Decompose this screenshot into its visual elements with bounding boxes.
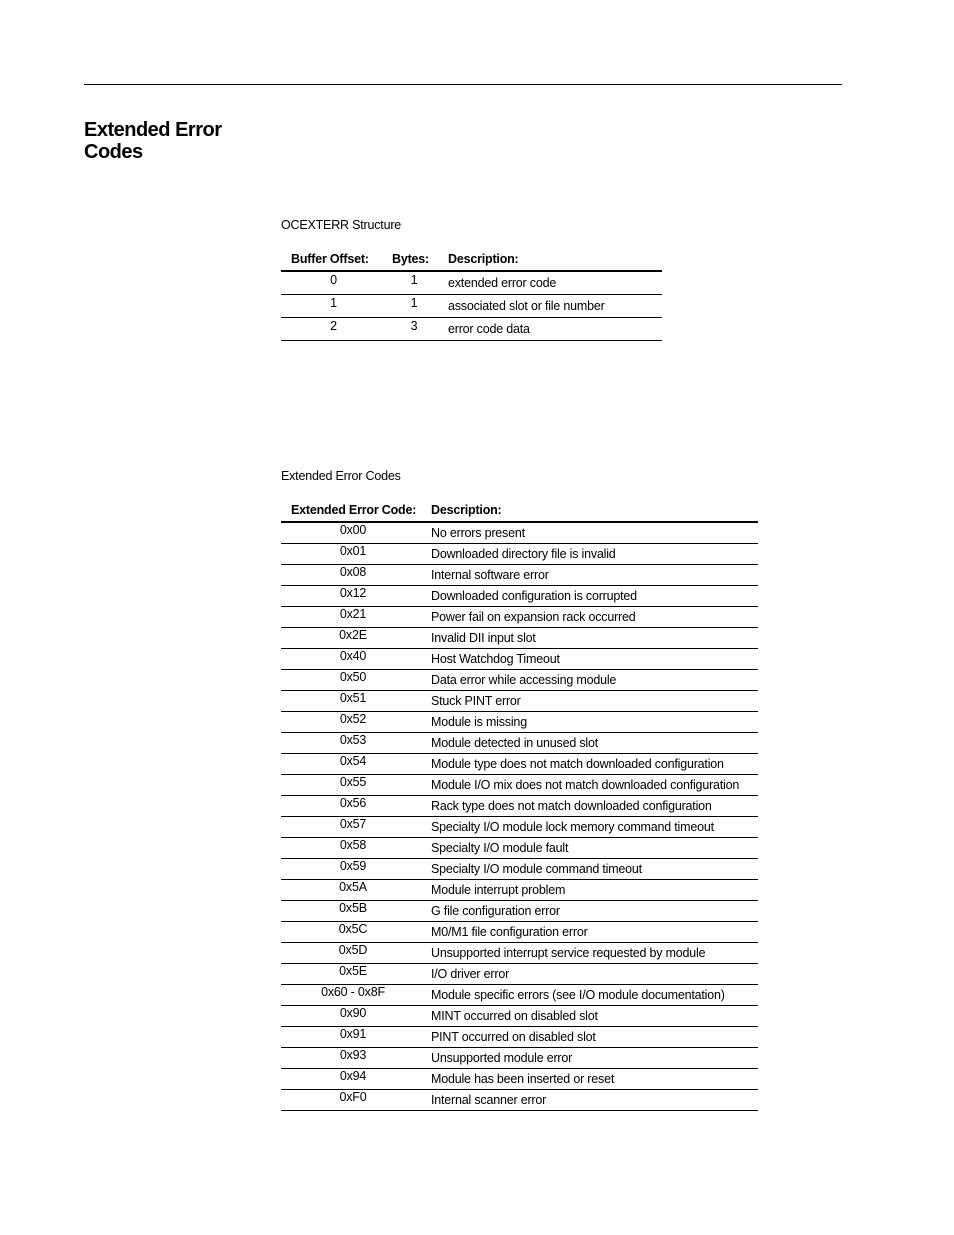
cell-description: Invalid DII input slot <box>431 630 536 645</box>
table-row <box>281 1005 758 1026</box>
cell-error-code: 0x21 <box>339 606 367 621</box>
table-row <box>281 858 758 879</box>
cell-error-code: 0x5C <box>338 921 368 936</box>
cell-error-code: 0x2E <box>339 627 367 642</box>
cell-error-code: 0x5B <box>339 900 367 915</box>
table1-caption: OCEXTERR Structure <box>281 218 402 232</box>
table-row <box>281 627 758 648</box>
cell-error-code: 0x58 <box>339 837 367 852</box>
cell-description: Specialty I/O module command timeout <box>431 861 642 876</box>
cell-error-code: 0x53 <box>339 732 367 747</box>
table-row <box>281 543 758 564</box>
cell-description: Module interrupt problem <box>431 882 566 897</box>
cell-buffer-offset: 1 <box>330 295 337 310</box>
cell-description: Downloaded configuration is corrupted <box>431 588 637 603</box>
cell-error-code: 0x90 <box>339 1005 367 1020</box>
table-row <box>281 648 758 669</box>
header-buffer-offset: Buffer Offset: <box>291 252 369 266</box>
table-row <box>281 317 662 340</box>
table-row <box>281 564 758 585</box>
table-row <box>281 816 758 837</box>
cell-error-code: 0x54 <box>339 753 367 768</box>
table-row <box>281 774 758 795</box>
table-row <box>281 669 758 690</box>
header-bytes: Bytes: <box>392 252 430 266</box>
section-heading: Extended Error Codes <box>84 119 222 163</box>
table-row <box>281 606 758 627</box>
cell-description: Stuck PINT error <box>431 693 521 708</box>
cell-buffer-offset: 0 <box>330 273 337 287</box>
cell-description: No errors present <box>431 526 525 540</box>
cell-bytes: 1 <box>410 273 418 287</box>
cell-error-code: 0x52 <box>339 711 367 726</box>
cell-error-code: 0x5E <box>339 963 367 978</box>
cell-description: MINT occurred on disabled slot <box>431 1008 598 1023</box>
cell-error-code: 0x5D <box>338 942 368 957</box>
cell-error-code: 0x55 <box>339 774 367 789</box>
table-row <box>281 942 758 963</box>
cell-error-code: 0x40 <box>339 648 367 663</box>
table-row <box>281 1089 758 1110</box>
cell-error-code: 0x01 <box>339 543 367 558</box>
cell-description: I/O driver error <box>431 966 510 981</box>
cell-description: G file configuration error <box>431 903 560 918</box>
cell-description: extended error code <box>448 276 557 290</box>
cell-description: Module is missing <box>431 714 527 729</box>
table-row <box>281 522 758 543</box>
header-extended-error-code: Extended Error Code: <box>291 503 417 517</box>
cell-description: Module I/O mix does not match downloaded configuration <box>431 777 740 792</box>
cell-description: Module detected in unused slot <box>431 735 599 750</box>
table-row <box>281 690 758 711</box>
table-row <box>281 963 758 984</box>
table-header-row <box>281 495 758 522</box>
cell-description: Downloaded directory file is invalid <box>431 546 616 561</box>
cell-error-code: 0x60 - 0x8F <box>321 984 385 999</box>
cell-error-code: 0x91 <box>339 1026 367 1041</box>
cell-description: Internal scanner error <box>431 1092 547 1107</box>
cell-bytes: 1 <box>410 295 418 310</box>
cell-error-code: 0x50 <box>339 669 367 684</box>
cell-description: Module specific errors (see I/O module documentation) <box>431 987 725 1002</box>
table-row <box>281 1047 758 1068</box>
table-row <box>281 879 758 900</box>
table-row <box>281 900 758 921</box>
cell-error-code: 0x00 <box>339 523 367 537</box>
cell-description: Rack type does not match downloaded configuration <box>431 798 712 813</box>
cell-description: Power fail on expansion rack occurred <box>431 609 636 624</box>
extended-error-codes-table <box>281 495 758 1111</box>
cell-description: Data error while accessing module <box>431 672 617 687</box>
table-row <box>281 732 758 753</box>
table-header-row <box>281 244 662 271</box>
cell-error-code: 0x08 <box>339 564 367 579</box>
cell-description: Internal software error <box>431 567 549 582</box>
cell-buffer-offset: 2 <box>330 318 337 333</box>
cell-error-code: 0x12 <box>339 585 367 600</box>
cell-description: Specialty I/O module fault <box>431 840 569 855</box>
table-row <box>281 837 758 858</box>
table-row <box>281 294 662 317</box>
table-row <box>281 711 758 732</box>
table-row <box>281 1026 758 1047</box>
cell-error-code: 0x93 <box>339 1047 367 1062</box>
cell-description: M0/M1 file configuration error <box>431 924 588 939</box>
cell-description: associated slot or file number <box>448 298 605 313</box>
top-rule <box>84 84 842 85</box>
cell-error-code: 0xF0 <box>339 1089 367 1104</box>
cell-error-code: 0x5A <box>339 879 367 894</box>
header-description: Description: <box>431 503 502 517</box>
cell-description: Module type does not match downloaded configuration <box>431 756 724 771</box>
table-row <box>281 795 758 816</box>
cell-description: Module has been inserted or reset <box>431 1071 615 1086</box>
table2-caption: Extended Error Codes <box>281 469 401 483</box>
ocexterr-structure-table <box>281 244 662 341</box>
cell-description: Unsupported interrupt service requested by module <box>431 945 706 960</box>
cell-error-code: 0x56 <box>339 795 367 810</box>
cell-error-code: 0x94 <box>339 1068 367 1083</box>
table-row <box>281 984 758 1005</box>
cell-description: error code data <box>448 321 530 336</box>
cell-description: Specialty I/O module lock memory command timeout <box>431 819 714 834</box>
header-description: Description: <box>448 252 519 266</box>
cell-error-code: 0x59 <box>339 858 367 873</box>
table-row <box>281 1068 758 1089</box>
cell-description: Unsupported module error <box>431 1050 573 1065</box>
table-row <box>281 585 758 606</box>
cell-description: PINT occurred on disabled slot <box>431 1029 596 1044</box>
table-row <box>281 921 758 942</box>
cell-description: Host Watchdog Timeout <box>431 651 560 666</box>
table-row <box>281 753 758 774</box>
table-row <box>281 271 662 294</box>
cell-bytes: 3 <box>410 318 418 333</box>
cell-error-code: 0x57 <box>339 816 367 831</box>
cell-error-code: 0x51 <box>339 690 367 705</box>
